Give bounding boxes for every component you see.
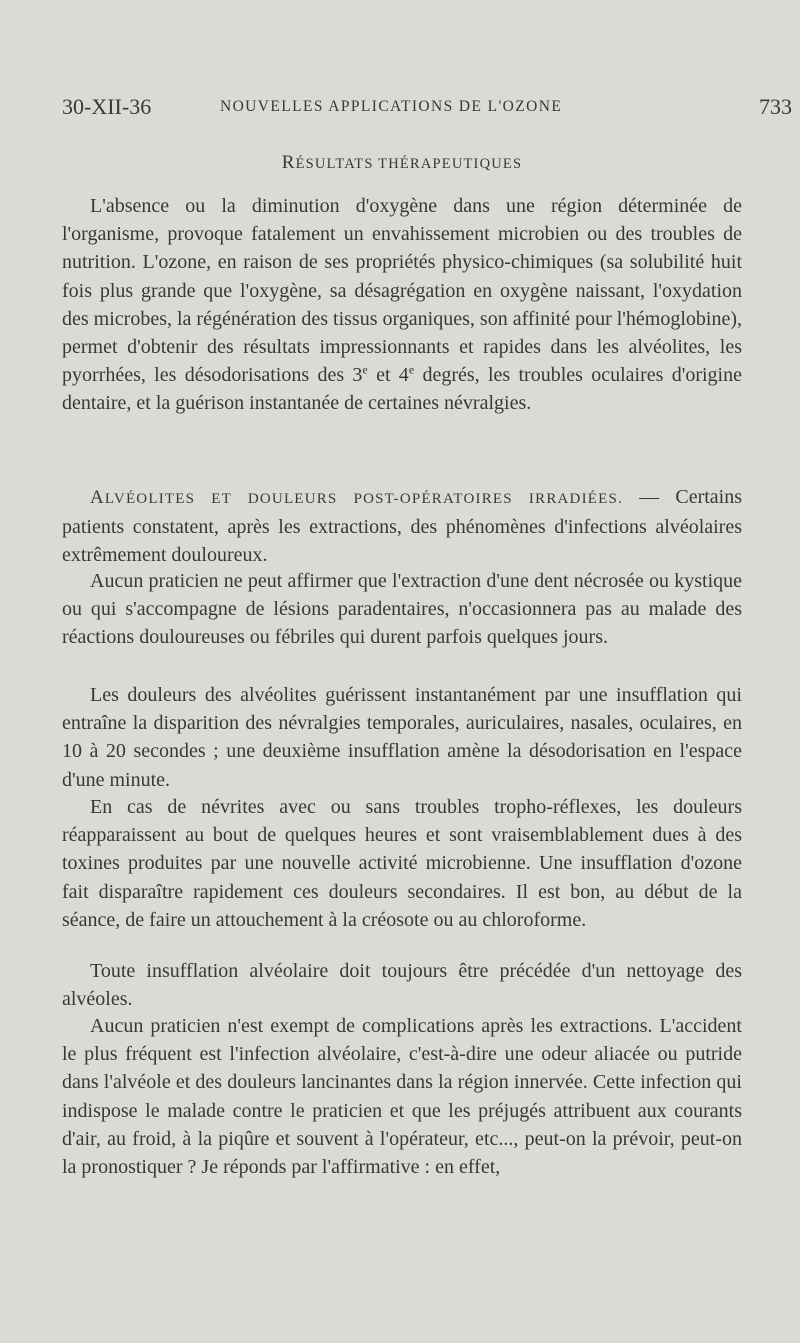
paragraph-insufflation: Toute insufflation alvéolaire doit toujours être précédée d'un nettoyage des alvéoles.: [62, 960, 742, 1011]
running-title: NOUVELLES APPLICATIONS DE L'OZONE: [220, 98, 563, 115]
issue-date: 30-XII-36: [62, 94, 152, 119]
paragraph-nevrites: En cas de névrites avec ou sans troubles tropho-réflexes, les douleurs réapparaissent au bout de quelques heures et sont vraisemblablement dues à des toxines produites par une nouvelle activité microbienne. Une insufflation d'ozone fait disparaître rapidement ces douleurs secondaires. Il est bon, au début de la séance, de faire un attouchement à la créosote ou au chloroforme.: [62, 796, 742, 931]
superscript-e-1: e: [362, 362, 368, 377]
paragraph-intro-text-a: L'absence ou la diminution d'oxygène dans une région déterminée de l'organisme, provoque fatalement un envahissement microbien ou des troubles de nutrition. L'ozone, en raison de ses propriétés physico-chimiques (sa solubilité huit fois plus grande que l'oxygène, sa désagrégation en oxygène naissant, l'oxydation des microbes, la régénération des tissus organiques, son affinité pour l'hémoglobine), permet d'obtenir des résultats impressionnants et rapides dans les alvéolites, les pyorrhées, les désodorisations des 3: [62, 195, 742, 387]
paragraph-douleurs: Les douleurs des alvéolites guérissent instantanément par une insufflation qui entraîne la disparition des névralgies temporales, auriculaires, nasales, oculaires, en 10 à 20 secondes ; une deuxième insufflation amène la désodorisation en l'espace d'une minute.: [62, 684, 742, 791]
paragraph-intro-text-c: degrés, les troubles oculaires d'origine dentaire, et la guérison instantanée de certaines névralgies.: [62, 364, 742, 415]
paragraph-complications: Aucun praticien n'est exempt de complications après les extractions. L'accident le plus fréquent est l'infection alvéolaire, c'est-à-dire une odeur aliacée ou putride dans l'alvéole et des douleurs lancinantes dans la région innervée. Cette infection qui indispose le malade contre le praticien et que les préjugés attribuent aux courants d'air, au froid, à la piqûre et souvent à l'opérateur, etc..., peut-on la prévoir, peut-on la pronostiquer ? Je réponds par l'affirmative : en effet,: [62, 1015, 742, 1179]
running-head: [62, 94, 792, 124]
section-title: [62, 152, 742, 174]
section-title-rest: ÉSULTATS THÉRAPEUTIQUES: [295, 156, 523, 172]
section-title-initial: R: [281, 152, 296, 173]
paragraph-alveolites: [62, 483, 742, 570]
paragraph-intro-text-b: et 4: [367, 364, 409, 387]
paragraph-extraction: Aucun praticien ne peut affirmer que l'extraction d'une dent nécrosée ou kystique ou qui s'accompagne de lésions paradentaires, n'occasionnera pas au malade des réactions douloureuses ou fébriles qui durent parfois quelques jours.: [62, 570, 742, 649]
subsection-heading: [90, 487, 624, 508]
subsection-heading-rest: LVÉOLITES ET DOULEURS POST-OPÉRATOIRES IRRADIÉES.: [104, 491, 624, 507]
paragraph-alveolites-body: — Certains patients constatent, après les extractions, des phénomènes d'infections alvéolaires extrêmement douloureux.: [62, 486, 742, 567]
subsection-heading-initial: A: [90, 487, 105, 508]
page-number: 733: [759, 94, 792, 119]
superscript-e-2: e: [408, 362, 415, 377]
paragraph-intro: [62, 192, 742, 418]
